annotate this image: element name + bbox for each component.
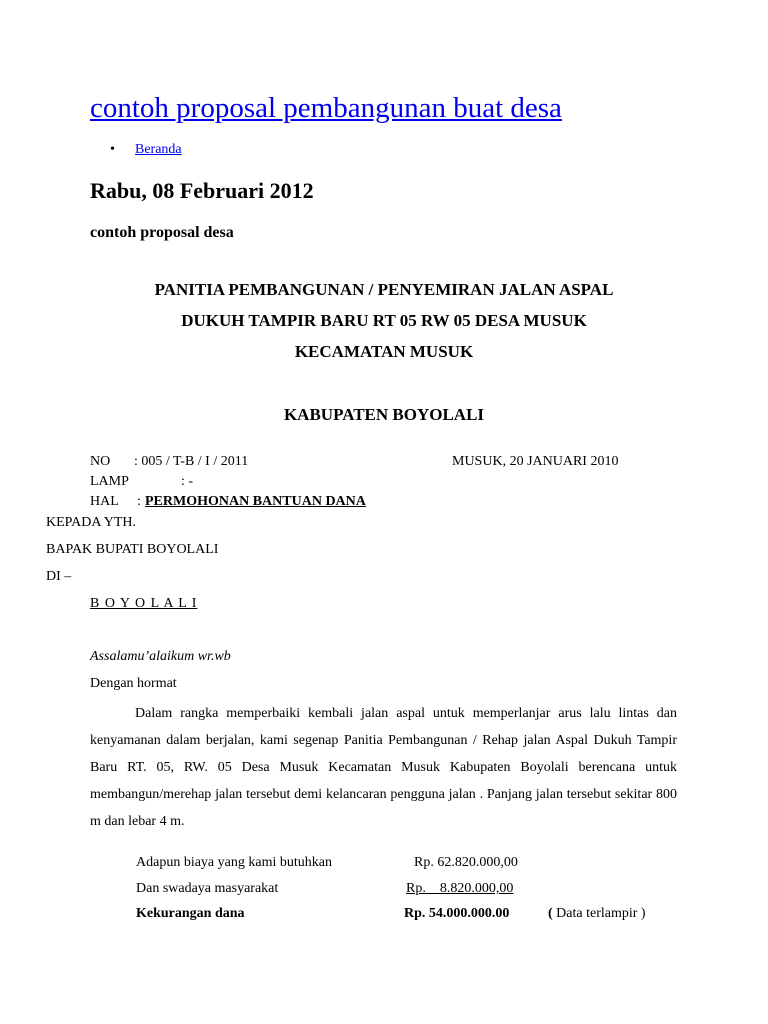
opening: Dengan hormat [90,676,177,691]
hal-colon: : [137,494,141,509]
nav-link-beranda[interactable]: Beranda [135,142,182,157]
recipient-city: B O Y O L A L I [90,596,198,611]
letter-header-line-4: KABUPATEN BOYOLALI [283,405,485,424]
budget-need-value: Rp. 62.820.000,00 [414,855,518,870]
nav-item [90,142,182,158]
blog-title-link[interactable]: contoh proposal pembangunan buat desa [90,92,562,124]
lamp-value: : - [181,474,194,489]
budget-note [548,906,646,922]
budget-note-paren: ( [548,906,553,921]
letter-header-line-3: KECAMATAN MUSUK [294,342,474,361]
budget-shortfall-label: Kekurangan dana [136,906,245,921]
budget-swadaya-label: Dan swadaya masyarakat [136,881,279,896]
lamp-label: LAMP [90,474,129,489]
di-line: DI – [46,569,72,584]
greeting: Assalamu’alaikum wr.wb [90,649,231,664]
budget-swadaya-value: Rp. 8.820.000,00 [406,881,514,896]
budget-need-label: Adapun biaya yang kami butuhkan [136,855,332,870]
place-date: MUSUK, 20 JANUARI 2010 [452,454,619,469]
letter-header-line-1: PANITIA PEMBANGUNAN / PENYEMIRAN JALAN ASPAL [154,280,614,299]
hal-value: PERMOHONAN BANTUAN DANA [145,494,366,509]
letter-header-line-2: DUKUH TAMPIR BARU RT 05 RW 05 DESA MUSUK [181,311,587,330]
nav-menu [90,142,182,158]
budget-shortfall-value: Rp. 54.000.000.00 [404,906,510,921]
post-title: contoh proposal desa [90,224,234,241]
no-label: NO [90,454,111,469]
post-date: Rabu, 08 Februari 2012 [90,178,314,203]
body-paragraph: Dalam rangka memperbaiki kembali jalan aspal untuk memperlanjar arus lalu lintas dan kenyamanan dalam berjalan, kami segenap Panitia Pembangunan / Rehap jalan Aspal Dukuh Tampir Baru RT. 05, RW. 05 Desa Musuk Kecamatan Musuk Kabupaten Boyolali berencana untuk membangun/merehap jalan tersebut demi kelancaran pengguna jalan . Panjang jalan tersebut sekitar 800 m dan lebar 4 m. [90,706,677,829]
recipient: BAPAK BUPATI BOYOLALI [46,542,219,557]
no-value: : 005 / T-B / I / 2011 [134,454,249,469]
budget-note-text: Data terlampir ) [552,906,646,921]
hal-label: HAL [90,494,119,509]
kepada-yth: KEPADA YTH. [46,515,136,530]
